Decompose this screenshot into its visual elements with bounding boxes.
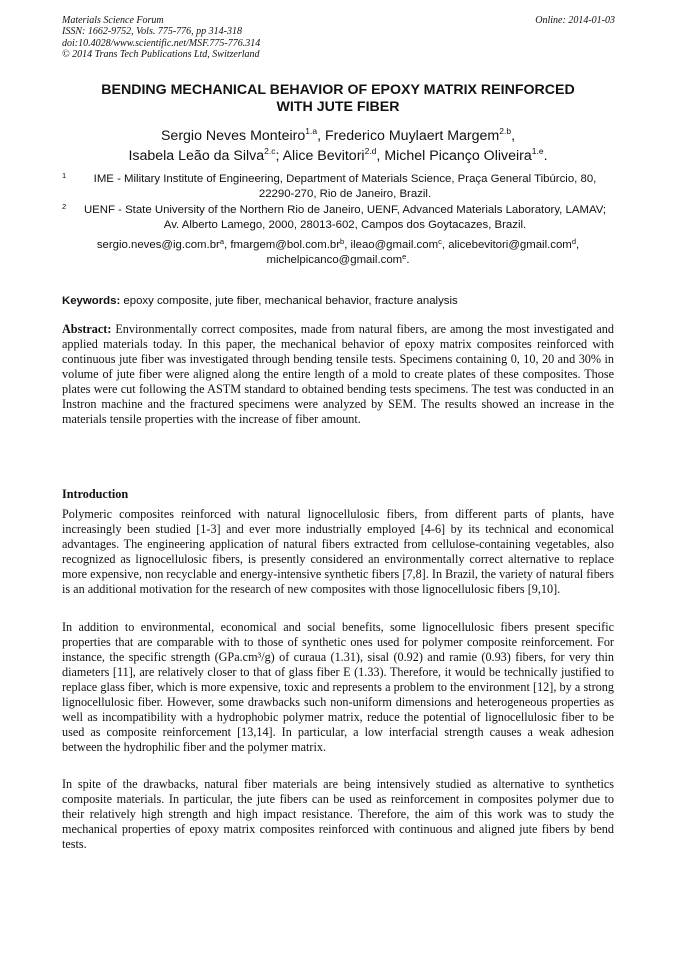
author-line-2 [62, 147, 614, 167]
email-separator: , [224, 239, 231, 251]
journal-name: Materials Science Forum [62, 15, 164, 26]
affiliation-text: IME - Military Institute of Engineering, Department of Materials Science, Praça General Tibúrcio, 80, 22290-270, Rio de Janeiro, Brazil. [93, 173, 597, 200]
title-line-1: BENDING MECHANICAL BEHAVIOR OF EPOXY MATRIX REINFORCED [101, 82, 575, 98]
author-emails [62, 238, 614, 268]
email-address[interactable]: fmargem@bol.com.br [230, 239, 341, 251]
abstract-label: Abstract: [62, 322, 112, 336]
author-affiliation-mark: 2.c [264, 145, 276, 156]
author-line-1 [62, 127, 614, 147]
email-mark: d [571, 237, 576, 246]
author-affiliation-mark: 2.b [499, 126, 512, 136]
abstract [62, 322, 614, 427]
email-mark: b [340, 237, 345, 246]
journal-doi: doi:10.4028/www.scientific.net/MSF.775-776.314 [62, 37, 261, 49]
author-name: Michel Picanço Oliveira [384, 147, 532, 164]
keywords-label: Keywords: [62, 295, 121, 307]
email-address[interactable]: alicebevitori@gmail.com [448, 239, 572, 251]
body-paragraph: In spite of the drawbacks, natural fiber materials are being intensively studied as alternative to synthetics composite materials. In particular, the jute fibers can be used as reinforcement in composites polymer due to their relatively high strength and high impact resistance. Therefore, the aim of this work was to study the mechanical properties of epoxy matrix composites reinforced with continuous and aligned jute fibers by bend tests. [62, 777, 614, 851]
author-name: Frederico Muylaert Margem [325, 128, 500, 144]
author-name: Alice Bevitori [282, 147, 365, 164]
email-list-end: . [406, 253, 410, 266]
body-paragraph: In addition to environmental, economical and social benefits, some lignocellulosic fibers present specific properties that are comparable with to those of synthetic ones used for polymer composite reinforcement. For instance, the specific strength (GPa.cm³/g) of curaua (1.31), sisal (0.92) and ramie (0.93) fibers, for very thin diameters [11], are relatively closer to that of glass fiber E (1.33). Therefore, it would be technically justified to replace glass fiber, which is more expensive, toxic and represents a problem to the environment [12], by a strong lignocellulosic fiber. However, some drawbacks such non-uniform dimensions and heterogeneous properties as well as incompatibility with a hydrophobic polymer matrix, reduce the potential of lignocellulosic fiber to be used as composite reinforcement [13,14]. In particular, a low interfacial strength causes a weak adhesion between the hydrophilic fiber and the polymer matrix. [62, 620, 614, 754]
affiliation-2 [62, 203, 614, 232]
email-line-2 [62, 253, 614, 268]
keywords [62, 294, 614, 308]
author-separator: , [511, 128, 516, 144]
author-separator: , [317, 128, 325, 144]
email-mark: a [219, 237, 224, 246]
author-name: Sergio Neves Monteiro [160, 128, 306, 144]
author-list-end: . [543, 147, 548, 164]
author-name: Isabela Leão da Silva [128, 147, 265, 164]
keywords-text: epoxy composite, jute fiber, mechanical behavior, fracture analysis [120, 295, 458, 307]
author-affiliation-mark: 1.e [531, 145, 544, 156]
abstract-text: Environmentally correct composites, made from natural fibers, are among the most investigated and applied materials today. In this paper, the mechanical behavior of epoxy matrix composites reinforced with continuous jute fiber was investigated through bending tensile tests. Specimens containing 0, 10, 20 and 30% in volume of jute fiber were aligned along the entire length of a mold to create plates of these composites. Those plates were cut following the ASTM standard to obtained bending tests specimens. The test was conducted in an Instron machine and the fractured specimens were analyzed by SEM. The results showed an increase in the materials tensile properties with the increase of fiber amount. [62, 322, 614, 426]
journal-copyright: © 2014 Trans Tech Publications Ltd, Switzerland [62, 49, 260, 61]
email-separator: , [344, 239, 351, 251]
body-paragraph: Polymeric composites reinforced with natural lignocellulosic fibers, from different parts of plants, have increasingly been studied [1-3] and ever more industrially employed [4-6] by its technical and economical advantages. The engineering application of natural fibers extracted from cellulose-containing vegetables, also recognized as lignocellulosic fibers, is presently considered an environmentally correct alternative to replace more expensive, non recyclable and energy-intensive synthetic fibers [7,8]. In Brazil, the variety of natural fibers is an additional motivation for the research of new composites with those lignocellulosic fibers [9,10]. [62, 507, 614, 596]
email-mark: c [438, 237, 442, 246]
affiliation-number: 2 [62, 202, 67, 211]
affiliation-text: UENF - State University of the Northern Rio de Janeiro, UENF, Advanced Materials Laboratory, LAMAV; Av. Alberto Lamego, 2000, 28013-602, Campos dos Goytacazes, Brazil. [83, 204, 607, 231]
email-line-1 [62, 238, 614, 253]
journal-issn: ISSN: 1662-9752, Vols. 775-776, pp 314-318 [62, 26, 242, 38]
author-list [62, 127, 614, 166]
affiliation-1 [62, 172, 614, 201]
author-separator: ; [275, 147, 283, 164]
author-affiliation-mark: 2.d [364, 145, 377, 156]
online-date: Online: 2014-01-03 [535, 15, 615, 26]
paper-title [62, 82, 614, 116]
title-line-2: WITH JUTE FIBER [276, 99, 400, 115]
email-separator: , [575, 239, 580, 251]
section-heading-introduction: Introduction [62, 487, 129, 501]
email-address[interactable]: sergio.neves@ig.com.br [96, 239, 220, 251]
affiliation-number: 1 [62, 171, 67, 180]
email-mark: e [402, 251, 407, 261]
email-address[interactable]: ileao@gmail.com [350, 239, 439, 251]
journal-header [62, 15, 260, 61]
email-address[interactable]: michelpicanco@gmail.com [266, 253, 403, 266]
email-separator: , [441, 239, 449, 251]
author-affiliation-mark: 1.a [305, 126, 318, 136]
author-separator: , [376, 147, 385, 164]
